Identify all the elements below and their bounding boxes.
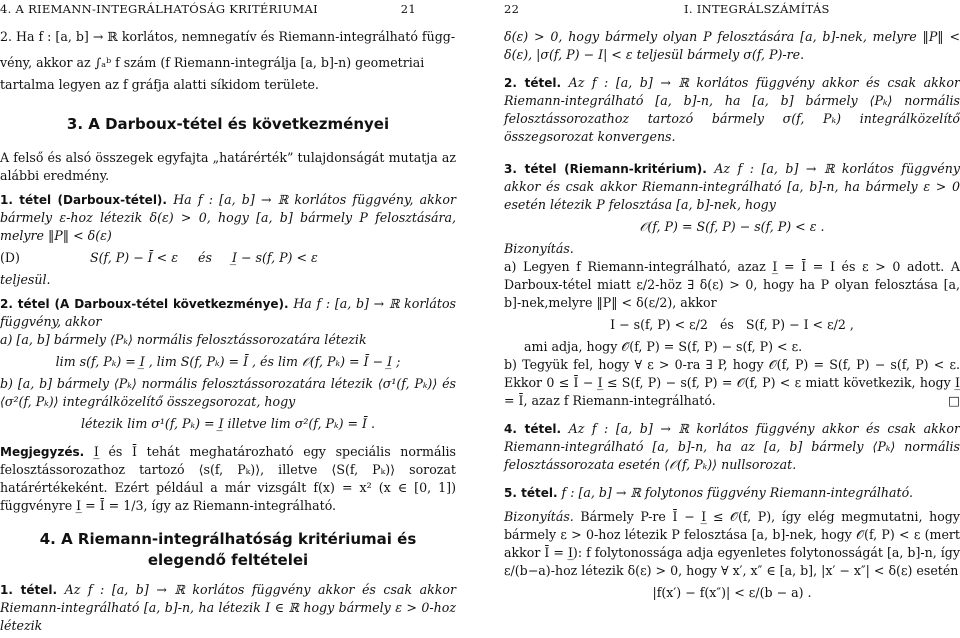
theorem-2-part-a: a) [a, b] bármely ⟨Pₖ⟩ normális felosztássorozatára létezik <box>0 332 367 347</box>
proof-part-a-end: ami adja, hogy 𝒪(f, P) = S(f, P) − s(f, P) < ε. <box>524 339 803 354</box>
theorem-1-label: 1. tétel (Darboux-tétel). <box>0 193 167 207</box>
remark-text: I̲ és Ī tehát meghatározható egy speciális normális felosztássorozathoz tartozó ⟨s(f, Pₖ)⟩, illetve ⟨S(f, Pₖ)⟩ sorozat határértékeként. Ezért például a már vizsgált f(x) = x² (x ∈ [0, 1]) függvényre I̲ = Ī = 1/3, így az Riemann-integrálható. <box>0 444 456 513</box>
theorem-2-part-b: b) [a, b] bármely ⟨Pₖ⟩ normális felosztássorozatára létezik ⟨σ¹(f, Pₖ)⟩ és ⟨σ²(f, Pₖ)⟩ integrálközelítő összegsorozat, hogy <box>0 376 456 409</box>
theorem-1-end: teljesül. <box>0 272 51 287</box>
proof-5-display: |f(x′) − f(x″)| < ε/(b − a) . <box>652 585 812 600</box>
proof-a-display: I − s(f, P) < ε/2 és S(f, P) − I < ε/2 , <box>610 317 854 332</box>
right-page <box>504 0 960 638</box>
section-4-title-1: 4. A Riemann-integrálhatóság kritériumai és <box>39 530 417 548</box>
theorem-2-sigma-limits: létezik lim σ¹(f, Pₖ) = I̲ illetve lim σ²(f, Pₖ) = Ī . <box>80 416 376 431</box>
theorem-1-text: Ha f : [a, b] → ℝ korlátos függvény, akkor bármely ε-hoz létezik δ(ε) > 0, hogy [a, b] bármely P felosztására, melyre ‖P‖ < δ(ε) <box>0 192 457 243</box>
section-3-title: 3. A Darboux-tétel és következményei <box>66 115 390 133</box>
theorem-3-text: Az f : [a, b] → ℝ korlátos függvény akkor és csak akkor Riemann-integrálható [a, b]-n, ha bármely ε > 0 esetén létezik P felosztása [a, b]-nek, hogy <box>504 161 960 212</box>
proof-label: Bizonyítás. <box>504 241 574 256</box>
remark <box>0 443 456 515</box>
chapter-heading: 4. A RIEMANN-INTEGRÁLHATÓSÁG KRITÉRIUMAI <box>0 2 318 16</box>
qed-symbol: □ <box>948 393 960 408</box>
proof-part-b-text: b) Tegyük fel, hogy ∀ ε > 0-ra ∃ P, hogy 𝒪(f, P) = S(f, P) − s(f, P) < ε. Ekkor 0 ≤ Ī − I̲ ≤ S(f, P) − s(f, P) = 𝒪(f, P) < ε miatt következik, hogy I̲ = Ī, azaz f Riemann-integrálható. <box>504 357 960 408</box>
proof-5-label: Bizonyítás. <box>504 509 574 524</box>
continued-text: δ(ε) > 0, hogy bármely olyan P felosztására [a, b]-nek, melyre ‖P‖ < δ(ε), |σ(f, P) − I| < ε teljesül bármely σ(f, P)-re. <box>504 29 960 62</box>
section-3-intro: A felső és alsó összegek egyfajta „határérték” tulajdonságát mutatja az alábbi eredmény. <box>0 150 456 183</box>
page-number: 22 <box>504 2 520 16</box>
section-4-title-2: elegendő feltételei <box>147 551 309 569</box>
theorem-5-label: 5. tétel. <box>504 486 558 500</box>
theorem-2-limits: lim s(f, Pₖ) = I̲ , lim S(f, Pₖ) = Ī , és lim 𝒪(f, Pₖ) = Ī − I̲ ; <box>55 354 401 369</box>
theorem-1-display <box>0 249 456 267</box>
page-number: 21 <box>400 2 416 16</box>
theorem-1 <box>0 191 456 245</box>
theorem-2r-text: Az f : [a, b] → ℝ korlátos függvény akkor és csak akkor Riemann-integrálható [a, b]-n, ha [a, b] bármely ⟨Pₖ⟩ normális felosztássorozathoz tartozó bármely σ(f, Pₖ) integrálközelítő összegsorozat konvergens. <box>504 75 960 144</box>
proof-5 <box>504 508 960 580</box>
darboux-inequality: S(f, P) − Ī < ε és I̲ − s(f, P) < ε <box>90 250 318 265</box>
remark-label: Megjegyzés. <box>0 445 85 459</box>
left-header <box>0 0 456 18</box>
theorem-2r <box>504 74 960 146</box>
theorem-2-text: Ha f : [a, b] → ℝ korlátos függvény, akkor <box>0 296 456 329</box>
item-2-line-1: 2. Ha f : [a, b] → ℝ korlátos, nemnegatív és Riemann-integrálható függ- <box>0 29 456 44</box>
theorem-1b-text: Az f : [a, b] → ℝ korlátos függvény akkor és csak akkor Riemann-integrálható [a, b]-n, ha létezik I ∈ ℝ hogy bármely ε > 0-hoz létezik <box>0 582 456 633</box>
right-header <box>504 0 960 18</box>
proof-part-b <box>504 356 960 410</box>
oscillation-inequality: 𝒪(f, P) = S(f, P) − s(f, P) < ε . <box>639 219 825 234</box>
theorem-4 <box>504 420 960 474</box>
chapter-heading: I. INTEGRÁLSZÁMÍTÁS <box>684 2 830 16</box>
theorem-5-text: f : [a, b] → ℝ folytonos függvény Riemann-integrálható. <box>561 485 913 500</box>
theorem-2r-label: 2. tétel. <box>504 76 562 90</box>
left-page <box>0 0 456 638</box>
proof-part-a: a) Legyen f Riemann-integrálható, azaz I̲ = Ī = I és ε > 0 adott. A Darboux-tétel miatt ε/2-höz ∃ δ(ε) > 0, hogy ha P olyan felosztása [a, b]-nek,melyre ‖P‖ < δ(ε/2), akkor <box>504 259 960 310</box>
theorem-4-label: 4. tétel. <box>504 422 562 436</box>
theorem-3 <box>504 160 960 214</box>
theorem-4-text: Az f : [a, b] → ℝ korlátos függvény akkor és csak akkor Riemann-integrálható [a, b]-n, ha az [a, b] bármely ⟨Pₖ⟩ normális felosztássorozata esetén ⟨𝒪(f, Pₖ)⟩ nullsorozat. <box>504 421 960 472</box>
theorem-2-label: 2. tétel (A Darboux-tétel következménye). <box>0 297 289 311</box>
proof-5-text: Bármely P-re Ī − I̲ ≤ 𝒪(f, P), így elég megmutatni, hogy bármely ε > 0-hoz létezik P felosztása [a, b]-nek, hogy 𝒪(f, P) < ε (mert akkor Ī = I̲): f folytonossága adja egyenletes folytonosságát [a, b]-n, így ε/(b−a)-hoz létezik δ(ε) > 0, hogy ∀ x′, x″ ∈ [a, b], |x′ − x″| < δ(ε) esetén <box>504 509 960 578</box>
theorem-1b-label: 1. tétel. <box>0 583 58 597</box>
theorem-3-label: 3. tétel (Riemann-kritérium). <box>504 162 707 176</box>
theorem-2 <box>0 295 456 331</box>
display-label-d: (D) <box>0 250 20 265</box>
item-2-line-3: tartalma legyen az f gráfja alatti síkidom területe. <box>0 77 319 92</box>
theorem-1b <box>0 581 456 635</box>
theorem-5 <box>504 484 960 502</box>
item-2-line-2: vény, akkor az ∫ₐᵇ f szám (f Riemann-integrálja [a, b]-n) geometriai <box>0 55 425 70</box>
